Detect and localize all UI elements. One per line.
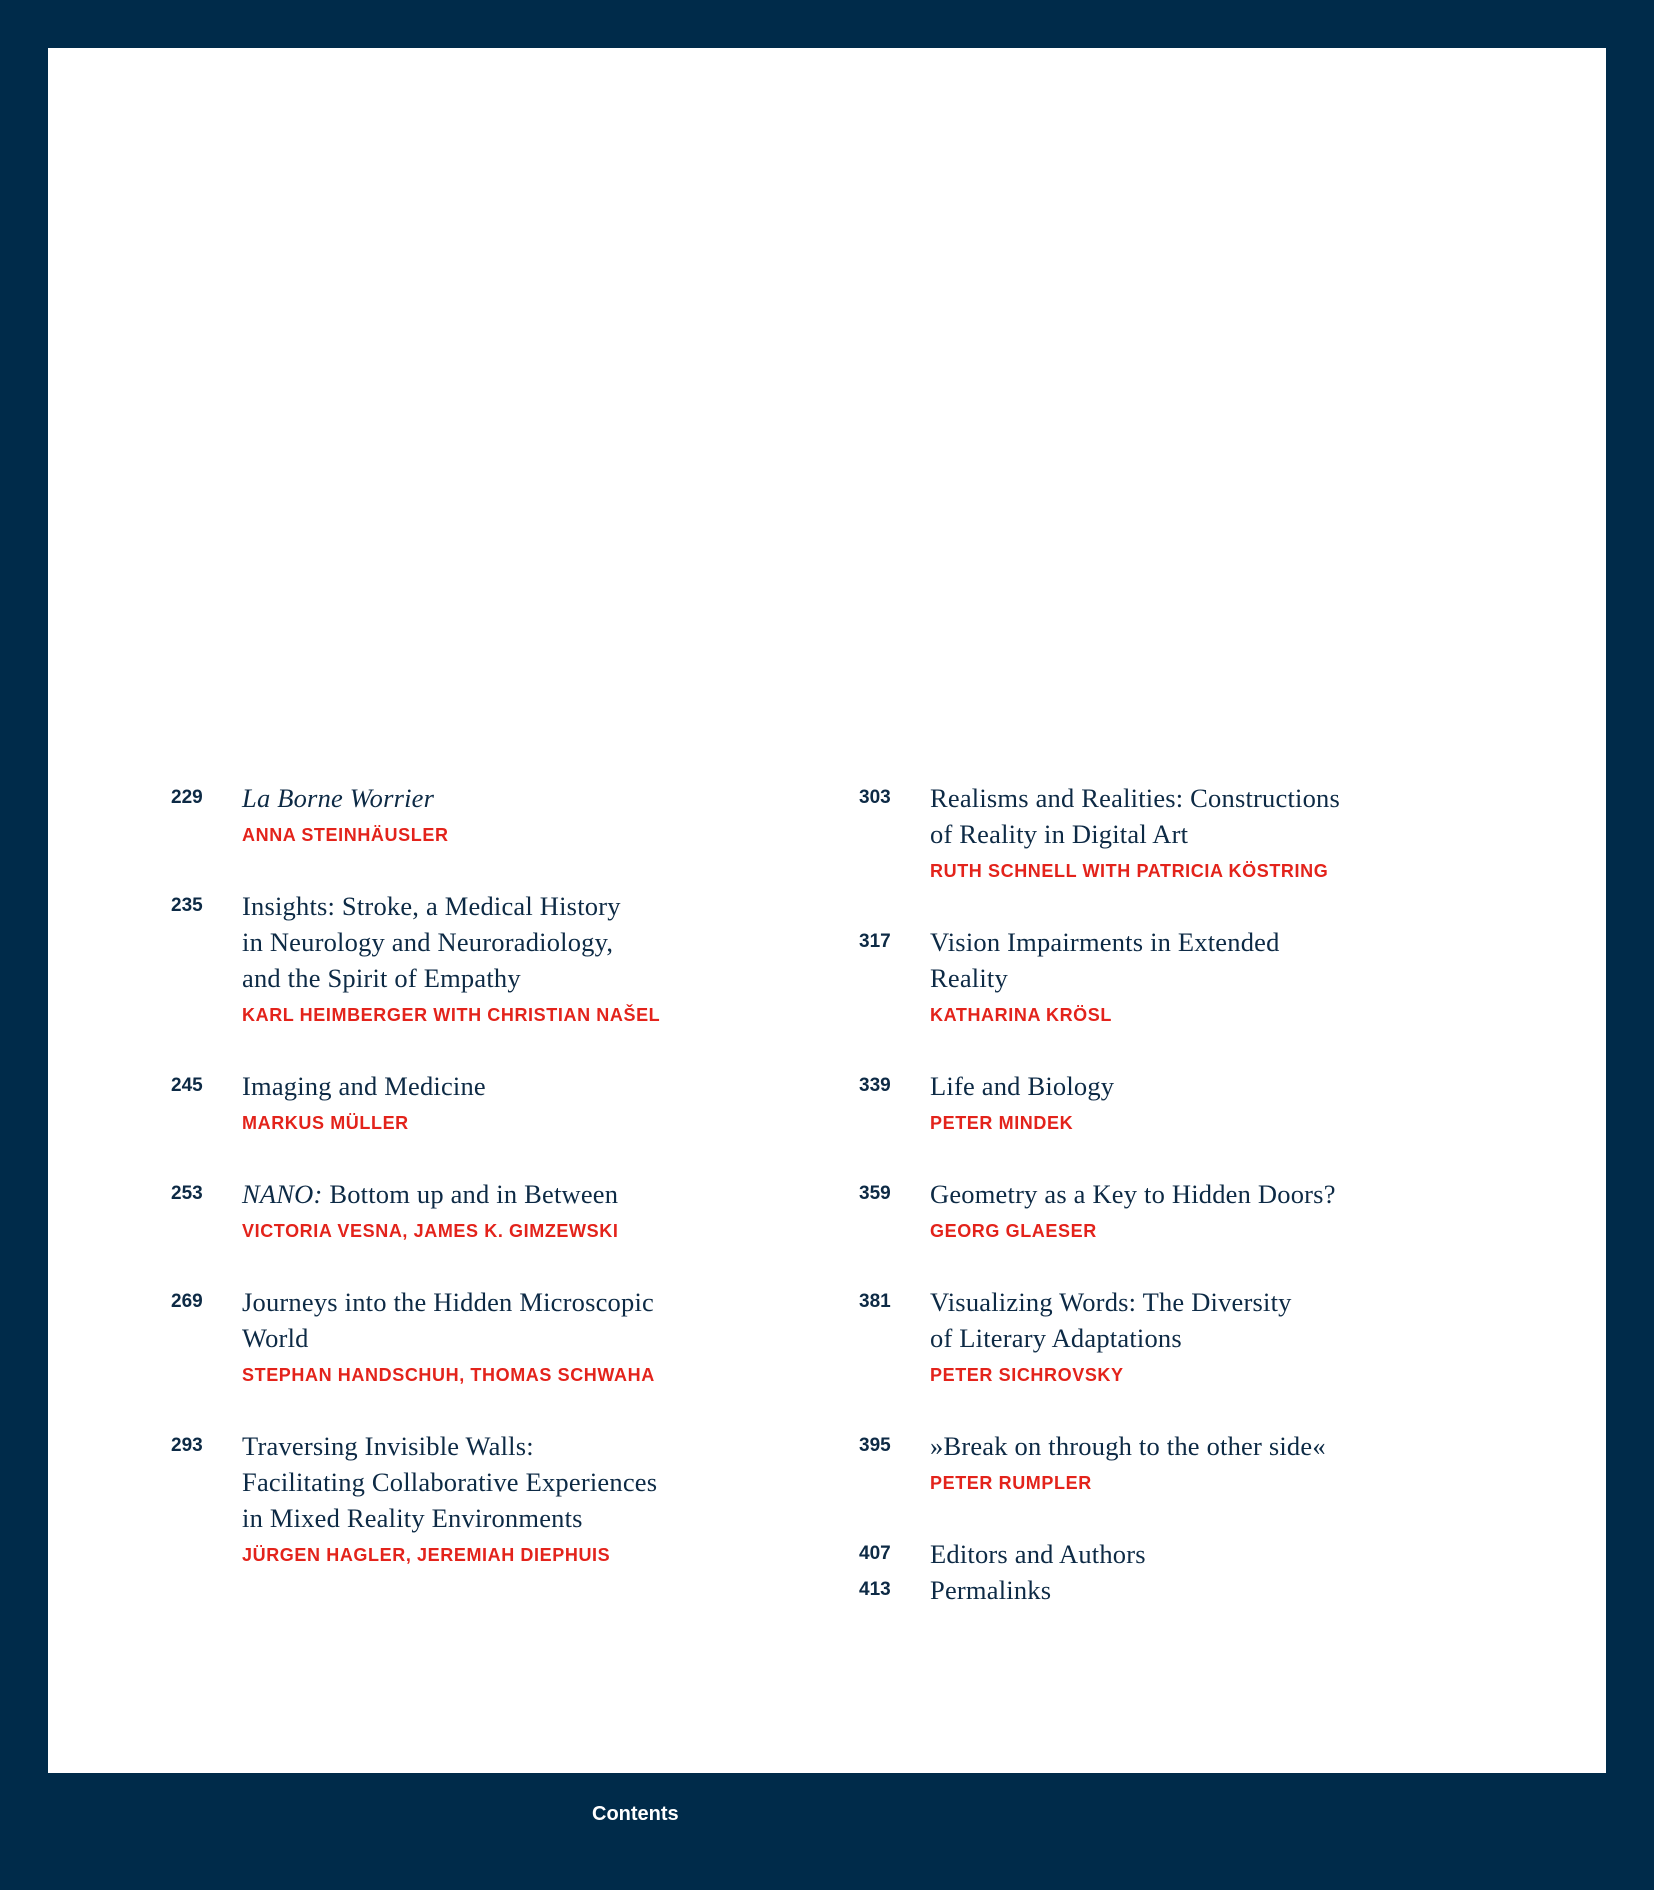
toc-left-column <box>171 780 791 1572</box>
entry-author: PETER SICHROVSKY <box>930 1365 1124 1385</box>
toc-entry[interactable] <box>859 1176 1479 1248</box>
entry-title: Imaging and Medicine <box>242 1071 486 1101</box>
toc-entry[interactable] <box>859 1068 1479 1140</box>
toc-entry[interactable] <box>171 1428 791 1572</box>
page-number: 253 <box>171 1183 203 1204</box>
page-number: 407 <box>859 1543 891 1564</box>
entry-author: STEPHAN HANDSCHUH, THOMAS SCHWAHA <box>242 1365 655 1385</box>
entry-title: Permalinks <box>930 1575 1052 1605</box>
entry-author: RUTH SCHNELL WITH PATRICIA KÖSTRING <box>930 861 1329 881</box>
page-number: 303 <box>859 787 891 808</box>
toc-entry[interactable] <box>171 888 791 1032</box>
page-number: 269 <box>171 1291 203 1312</box>
entry-title: Realisms and Realities: Constructions of Reality in Digital Art <box>930 783 1341 849</box>
page-number: 339 <box>859 1075 891 1096</box>
entry-title: Journeys into the Hidden Microscopic World <box>242 1287 654 1353</box>
page-number: 413 <box>859 1579 891 1600</box>
entry-author: VICTORIA VESNA, JAMES K. GIMZEWSKI <box>242 1221 619 1241</box>
entry-title: NANO: Bottom up and in Between <box>242 1179 619 1209</box>
toc-entry[interactable] <box>171 1284 791 1392</box>
toc-entry[interactable] <box>171 1068 791 1140</box>
entry-title: Visualizing Words: The Diversity of Literary Adaptations <box>930 1287 1292 1353</box>
page-number: 359 <box>859 1183 891 1204</box>
toc-entry[interactable] <box>171 1176 791 1248</box>
toc-entry[interactable] <box>859 1284 1479 1392</box>
entry-title: »Break on through to the other side« <box>930 1431 1326 1461</box>
entry-title: Editors and Authors <box>930 1539 1146 1569</box>
entry-title: La Borne Worrier <box>242 783 435 813</box>
toc-entry[interactable] <box>859 924 1479 1032</box>
entry-author: MARKUS MÜLLER <box>242 1113 409 1133</box>
entry-author: ANNA STEINHÄUSLER <box>242 825 449 845</box>
page-number: 235 <box>171 895 203 916</box>
running-footer: Contents <box>592 1803 679 1825</box>
entry-title: Traversing Invisible Walls: Facilitating Collaborative Experiences in Mixed Reality Environments <box>242 1431 658 1533</box>
entry-title: Geometry as a Key to Hidden Doors? <box>930 1179 1336 1209</box>
entry-title: Insights: Stroke, a Medical History in Neurology and Neuroradiology, and the Spirit of Empathy <box>242 891 621 993</box>
page-sheet <box>48 48 1606 1773</box>
toc-entry[interactable] <box>859 780 1479 888</box>
toc-right-column <box>859 780 1479 1608</box>
page-number: 229 <box>171 787 203 808</box>
entry-author: PETER MINDEK <box>930 1113 1074 1133</box>
entry-author: PETER RUMPLER <box>930 1473 1092 1493</box>
toc-entry[interactable] <box>859 1572 1479 1608</box>
toc-entry[interactable] <box>171 780 791 852</box>
page-number: 245 <box>171 1075 203 1096</box>
page-number: 395 <box>859 1435 891 1456</box>
entry-author: JÜRGEN HAGLER, JEREMIAH DIEPHUIS <box>242 1545 611 1565</box>
page-number: 381 <box>859 1291 891 1312</box>
entry-title: Life and Biology <box>930 1071 1115 1101</box>
toc-entry[interactable] <box>859 1428 1479 1500</box>
page-number: 317 <box>859 931 891 952</box>
entry-author: KARL HEIMBERGER WITH CHRISTIAN NAŠEL <box>242 1005 661 1025</box>
page-number: 293 <box>171 1435 203 1456</box>
entry-author: KATHARINA KRÖSL <box>930 1005 1112 1025</box>
entry-author: GEORG GLAESER <box>930 1221 1097 1241</box>
entry-title: Vision Impairments in Extended Reality <box>930 927 1280 993</box>
toc-entry[interactable] <box>859 1536 1479 1572</box>
